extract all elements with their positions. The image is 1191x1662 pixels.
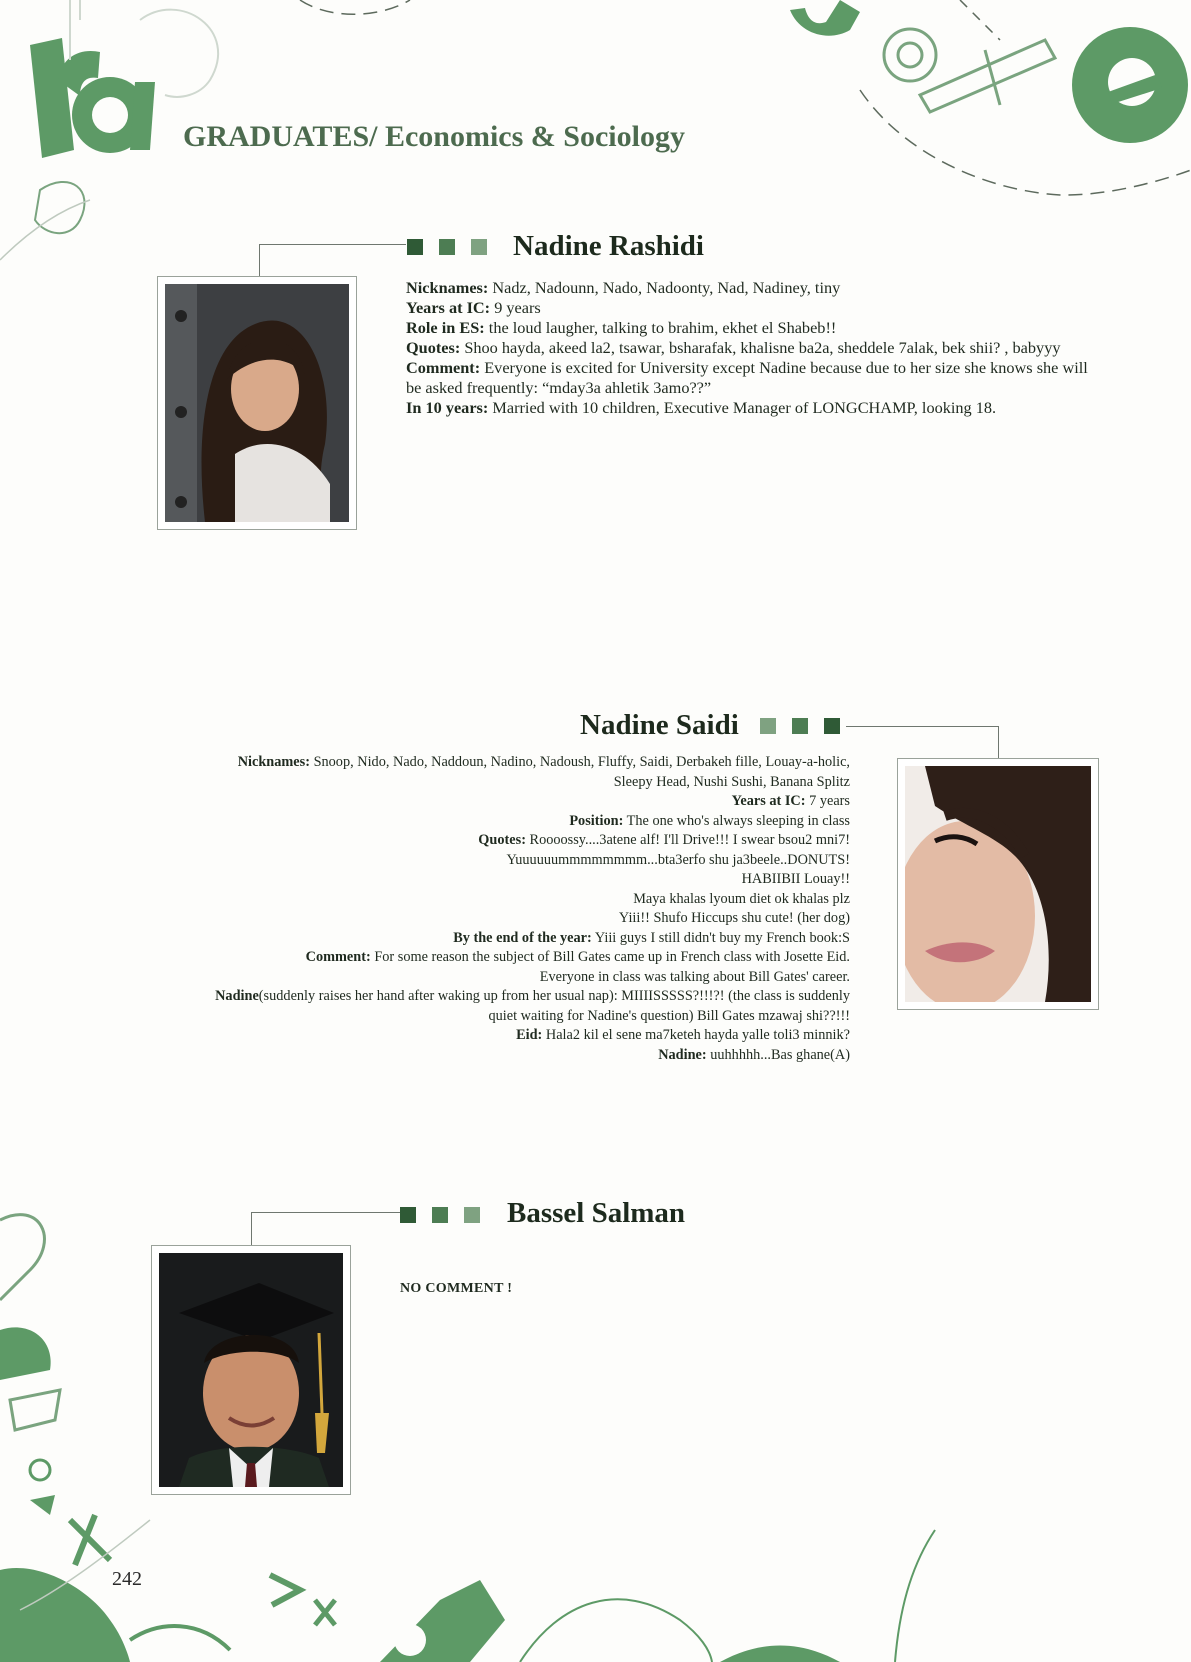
photo-connector bbox=[259, 244, 406, 277]
graduate-profile bbox=[406, 278, 1096, 418]
top-right-letters bbox=[300, 0, 1191, 195]
profile-row: Nadine(suddenly raises her hand after waking up from her usual nap): MIIIISSSSS?!!!?! (the class is suddenly bbox=[215, 988, 850, 1004]
profile-row: Quotes: Roooossy....3atene alf! I'll Drive!!! I swear bsou2 mni7! bbox=[478, 832, 850, 848]
section-title: GRADUATES/ Economics & Sociology bbox=[183, 120, 685, 153]
bullet-square bbox=[400, 1207, 416, 1223]
profile-row: Yiii!! Shufo Hiccups shu cute! (her dog) bbox=[618, 910, 850, 926]
graduate-name: Nadine Saidi bbox=[580, 709, 739, 741]
name-bullets bbox=[407, 239, 487, 255]
profile-row: Comment: Everyone is excited for University except Nadine because due to her size she knows she will be asked frequently: “mday3a ahletik 3amo??” bbox=[406, 358, 1088, 397]
graduate-photo-frame bbox=[897, 758, 1099, 1010]
profile-row: In 10 years: Married with 10 children, Executive Manager of LONGCHAMP, looking 18. bbox=[406, 398, 997, 417]
graduate-photo-frame bbox=[151, 1245, 351, 1495]
profile-row: Nicknames: Nadz, Nadounn, Nado, Nadoonty, Nad, Nadiney, tiny bbox=[406, 278, 841, 297]
profile-row: quiet waiting for Nadine's question) Bill Gates mzawaj shi??!!! bbox=[488, 1007, 850, 1024]
profile-row: HABIIBII Louay!! bbox=[741, 871, 850, 887]
graduate-comment: NO COMMENT ! bbox=[400, 1281, 513, 1296]
bullet-square bbox=[464, 1207, 480, 1223]
profile-row: Position: The one who's always sleeping in class bbox=[569, 812, 850, 829]
name-bullets bbox=[400, 1207, 480, 1223]
graduate-photo-frame bbox=[157, 276, 357, 530]
profile-row: Role in ES: the loud laugher, talking to brahim, ekhet el Shabeb!! bbox=[406, 318, 837, 337]
graduate-name: Nadine Rashidi bbox=[513, 230, 704, 262]
bullet-square bbox=[792, 718, 808, 734]
portrait-photo bbox=[165, 284, 349, 522]
graduate-name: Bassel Salman bbox=[507, 1197, 686, 1229]
photo-connector bbox=[846, 726, 999, 759]
profile-row: Sleepy Head, Nushi Sushi, Banana Splitz bbox=[613, 773, 850, 790]
profile-row: Maya khalas lyoum diet ok khalas plz bbox=[633, 890, 850, 907]
profile-row: Years at IC: 7 years bbox=[731, 793, 850, 809]
bullet-square bbox=[407, 239, 423, 255]
profile-row: Everyone in class was talking about Bill Gates' career. bbox=[539, 968, 850, 985]
bullet-square bbox=[760, 718, 776, 734]
bullet-square bbox=[471, 239, 487, 255]
photo-connector bbox=[251, 1212, 400, 1246]
profile-row: Quotes: Shoo hayda, akeed la2, tsawar, bsharafak, khalisne ba2a, sheddele 7alak, bek shii? , babyyy bbox=[406, 338, 1061, 357]
profile-row: Comment: For some reason the subject of Bill Gates came up in French class with Josette Eid. bbox=[305, 949, 850, 965]
graduation-photo bbox=[159, 1253, 343, 1487]
page-number: 242 bbox=[112, 1568, 142, 1590]
bullet-square bbox=[432, 1207, 448, 1223]
portrait-photo bbox=[905, 766, 1091, 1002]
profile-row: By the end of the year: Yiii guys I still didn't buy my French book:S bbox=[453, 929, 850, 946]
profile-row: Years at IC: 9 years bbox=[406, 298, 541, 317]
bullet-square bbox=[439, 239, 455, 255]
profile-row: Eid: Hala2 kil el sene ma7keteh hayda yalle toli3 minnik? bbox=[516, 1027, 850, 1043]
graduate-profile bbox=[150, 753, 850, 1065]
profile-row: Nicknames: Snoop, Nido, Nado, Naddoun, Nadino, Nadoush, Fluffy, Saidi, Derbakeh fille, Louay-a-holic, bbox=[237, 754, 850, 770]
profile-row: Yuuuuuummmmmmmm...bta3erfo shu ja3beele..DONUTS! bbox=[506, 851, 850, 868]
name-bullets bbox=[760, 718, 840, 734]
bullet-square bbox=[824, 718, 840, 734]
profile-row: Nadine: uuhhhhh...Bas ghane(A) bbox=[658, 1046, 850, 1063]
